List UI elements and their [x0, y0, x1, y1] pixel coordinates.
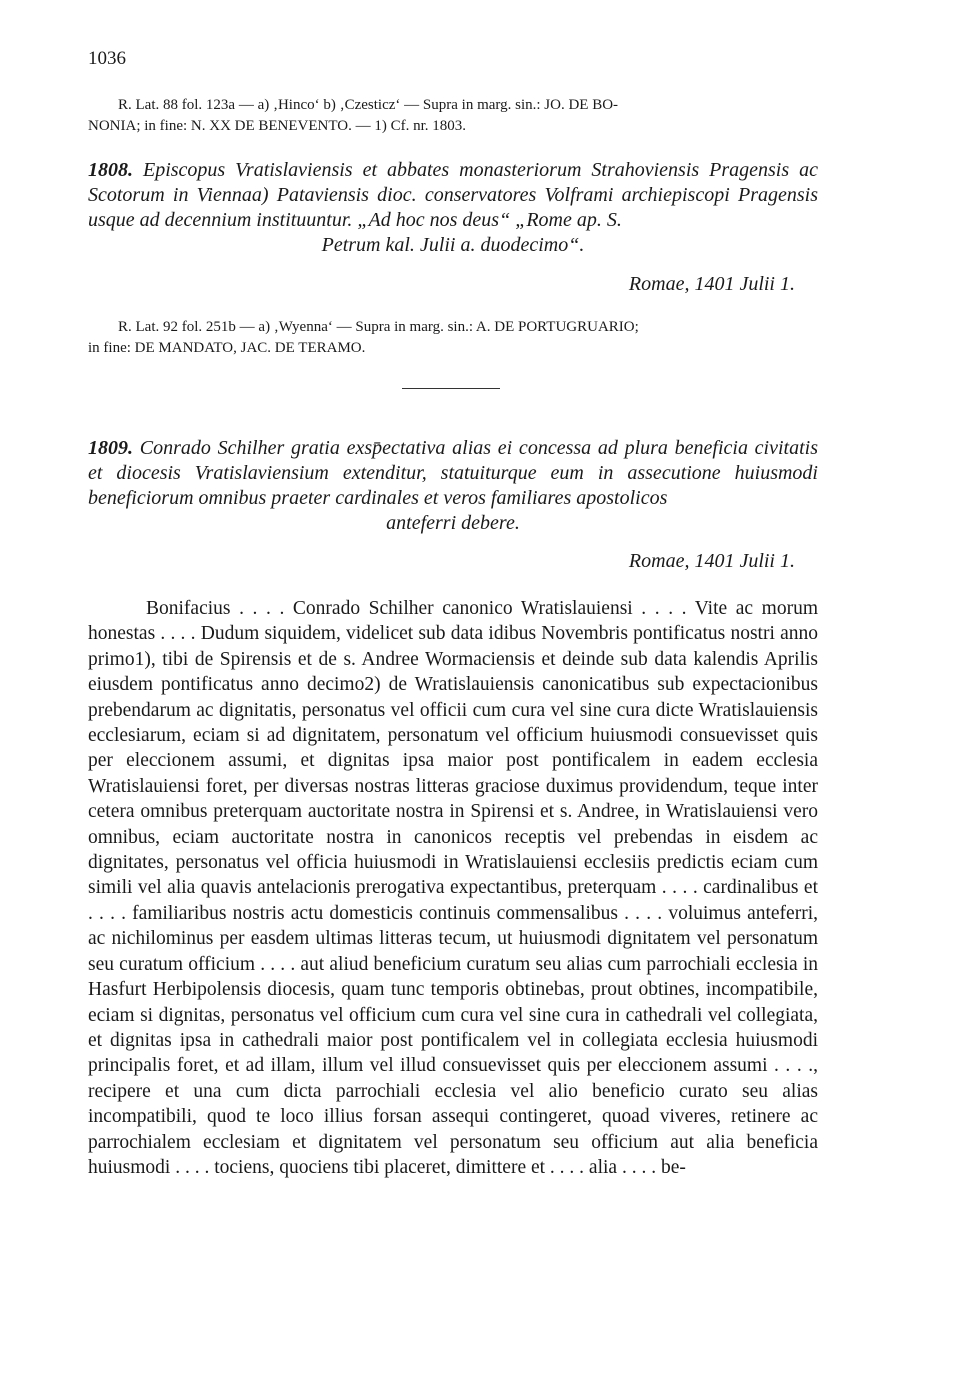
footnote-1808	[88, 317, 818, 359]
regest-1808	[88, 158, 818, 258]
letter-body	[88, 596, 818, 1180]
regest-text-last: anteferri debere.	[386, 512, 520, 534]
footnote-1807	[88, 95, 818, 137]
section-divider	[402, 388, 500, 389]
date-line-1809: Romae, 1401 Julii 1.	[628, 550, 795, 572]
footnote-line: in fine: DE MANDATO, JAC. DE TERAMO.	[88, 340, 366, 356]
page-number: 1036	[88, 48, 126, 69]
regest-text: Episcopus Vratislaviensis et abbates monasteriorum Strahoviensis Pragensis ac Scotorum in Viennaa) Pataviensis dioc. conservatores Volframi archiepiscopi Pragensis usque ad decennium instituuntur. „Ad hoc nos deus“ „Rome ap. S.	[88, 159, 818, 231]
body-paragraph: Bonifacius . . . . Conrado Schilher canonico Wratislauiensi . . . . Vite ac morum honestas . . . . Dudum siquidem, videlicet sub data idibus Novembris pontificatus nostri anno primo1), tibi de Spirensis et de s. Andree Wormaciensis et deinde sub data kalendis Aprilis eiusdem pontificatus anno decimo2) de Wratislauiensis canonicatibus sub expectacionibus prebendarum ac dignitatis, personatus vel officii cum cura vel sine cura dicte Wratislauiensis ecclesiarum, eciam si ad dignitatem, personatum vel officium huiusmodi consuevisset quis per eleccionem assumi, et dignitas ipsa maior post pontificalem in eadem ecclesia Wratislauiensi foret, per diversas nostras litteras graciose duximus providendum, teque inter cetera omnibus preterquam auctoritate nostra in Spirensi et s. Andree, in Wratislauiensi vero omnibus, eciam auctoritate nostra in canonicos receptis vel prebendas in eisdem ac dignitates, personatus vel officia huiusmodi in Wratislauiensi ecclesiis predictis eciam cum simili vel alia quavis antelacionis prerogativa expectantibus, preterquam . . . . cardinalibus et . . . . familiaribus nostris actu domesticis continuis commensalibus . . . . voluimus anteferri, ac nichilominus per easdem ultimas litteras tecum, ut huiusmodi dignitatem vel personatum seu curatum officium . . . . aut aliud beneficium curatum seu alias cum parrochiali ecclesia in Hasfurt Herbipolensis diocesis, quam tunc temporis obtinebas, prout obtines, incompatibile, eciam si dignitas, personatus vel officium cum cura vel sine cura in cathedrali vel collegiata, et dignitas ipsa in cathedrali maior post pontificalem vel in collegiata ecclesia huiusmodi principalis foret, et ad illam, illum vel illud consuevisset quis per eleccionem assumi . . . ., recipere et una cum dicta parrochiali ecclesia vel alio beneficio curato seu alias incompatibili, quod te loco illius forsan assequi contingeret, quoad viveres, retinere ac parrochialem ecclesiam et dignitatem vel personatum seu officium aut alia beneficia huiusmodi . . . . tociens, quociens tibi placeret, dimittere et . . . . alia . . . . be-	[88, 598, 818, 1178]
footnote-line: R. Lat. 88 fol. 123a — a) ‚Hinco‘ b) ‚Czesticz‘ — Supra in marg. sin.: JO. DE BO-	[118, 97, 619, 113]
footnote-line: NONIA; in fine: N. XX DE BENEVENTO. — 1) Cf. nr. 1803.	[88, 118, 467, 134]
regest-text-last: Petrum kal. Julii a. duodecimo“.	[321, 234, 585, 256]
footnote-line: R. Lat. 92 fol. 251b — a) ‚Wyenna‘ — Supra in marg. sin.: A. DE PORTUGRUARIO;	[118, 319, 639, 335]
date-line-1808: Romae, 1401 Julii 1.	[628, 273, 795, 295]
document-number: 1809.	[88, 437, 133, 459]
regest-text: Conrado Schilher gratia exsp̄ectativa alias ei concessa ad plura beneficia civitatis et diocesis Vratislaviensium extenditur, statuiturque eum in assecutione huiusmodi beneficiorum omnibus praeter cardinales et veros familiares apostolicos	[88, 437, 819, 509]
regest-1809	[88, 436, 818, 536]
document-number: 1808.	[88, 159, 133, 181]
